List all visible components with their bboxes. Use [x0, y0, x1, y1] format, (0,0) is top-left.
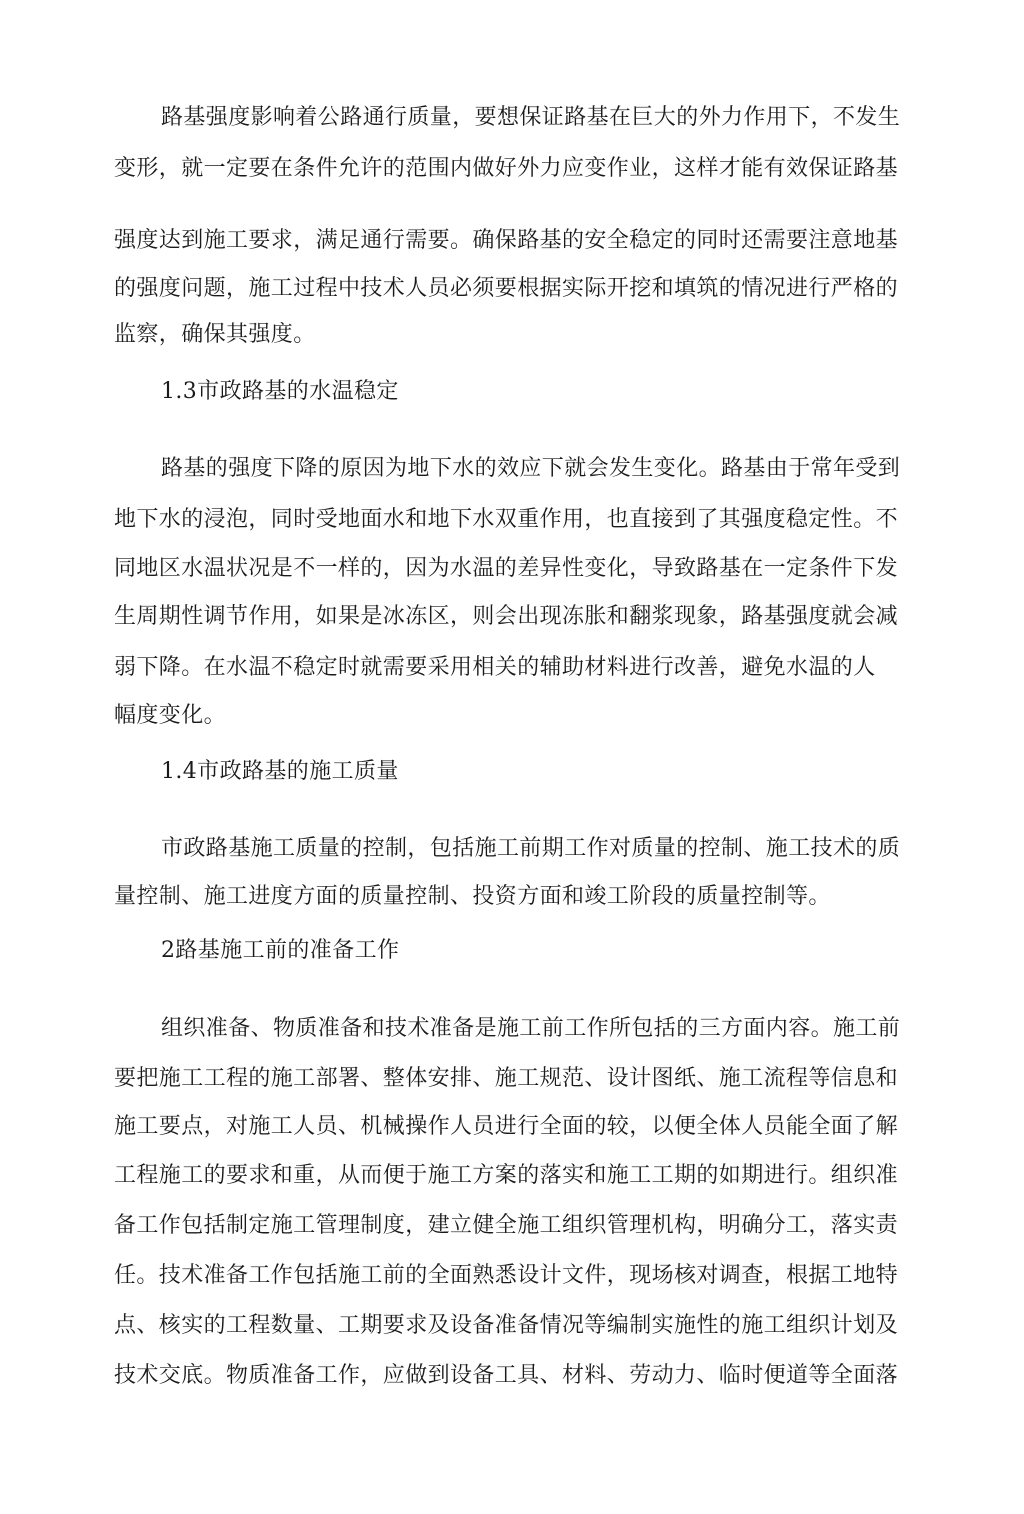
paragraph-line: 点、核实的工程数量、工期要求及设备准备情况等编制实施性的施工组织计划及 — [114, 1313, 899, 1338]
paragraph-line: 路基的强度下降的原因为地下水的效应下就会发生变化。路基由于常年受到 — [161, 456, 901, 481]
paragraph-line: 任。技术准备工作包括施工前的全面熟悉设计文件，现场核对调查，根据工地特 — [114, 1263, 899, 1288]
paragraph-line: 地下水的浸泡，同时受地面水和地下水双重作用，也直接到了其强度稳定性。不 — [114, 507, 899, 532]
paragraph-line: 路基强度影响着公路通行质量，要想保证路基在巨大的外力作用下，不发生 — [161, 105, 901, 130]
paragraph-line: 工程施工的要求和重，从而便于施工方案的落实和施工工期的如期进行。组织准 — [114, 1163, 899, 1188]
paragraph-line: 变形，就一定要在条件允许的范围内做好外力应变作业，这样才能有效保证路基 — [114, 156, 899, 181]
paragraph-line: 生周期性调节作用，如果是冰冻区，则会出现冻胀和翻浆现象，路基强度就会减 — [114, 604, 899, 629]
section-heading: 1.4市政路基的施工质量 — [161, 759, 399, 784]
section-heading: 2路基施工前的准备工作 — [161, 938, 400, 963]
paragraph-line: 监察，确保其强度。 — [114, 322, 316, 347]
paragraph-line: 要把施工工程的施工部署、整体安排、施工规范、设计图纸、施工流程等信息和 — [114, 1066, 899, 1091]
paragraph-line: 技术交底。物质准备工作，应做到设备工具、材料、劳动力、临时便道等全面落 — [114, 1363, 899, 1388]
paragraph-line: 强度达到施工要求，满足通行需要。确保路基的安全稳定的同时还需要注意地基 — [114, 228, 899, 253]
paragraph-line: 施工要点，对施工人员、机械操作人员进行全面的较，以便全体人员能全面了解 — [114, 1114, 899, 1139]
paragraph-line: 幅度变化。 — [114, 703, 227, 728]
section-heading: 1.3市政路基的水温稳定 — [161, 379, 399, 404]
paragraph-line: 市政路基施工质量的控制，包括施工前期工作对质量的控制、施工技术的质 — [161, 836, 901, 861]
paragraph-line: 弱下降。在水温不稳定时就需要采用相关的辅助材料进行改善，避免水温的人 — [114, 655, 876, 680]
paragraph-line: 同地区水温状况是不一样的，因为水温的差异性变化，导致路基在一定条件下发 — [114, 556, 899, 581]
paragraph-line: 的强度问题，施工过程中技术人员必须要根据实际开挖和填筑的情况进行严格的 — [114, 276, 899, 301]
paragraph-line: 组织准备、物质准备和技术准备是施工前工作所包括的三方面内容。施工前 — [161, 1016, 901, 1041]
paragraph-line: 备工作包括制定施工管理制度，建立健全施工组织管理机构，明确分工，落实责 — [114, 1213, 899, 1238]
paragraph-line: 量控制、施工进度方面的质量控制、投资方面和竣工阶段的质量控制等。 — [114, 884, 831, 909]
